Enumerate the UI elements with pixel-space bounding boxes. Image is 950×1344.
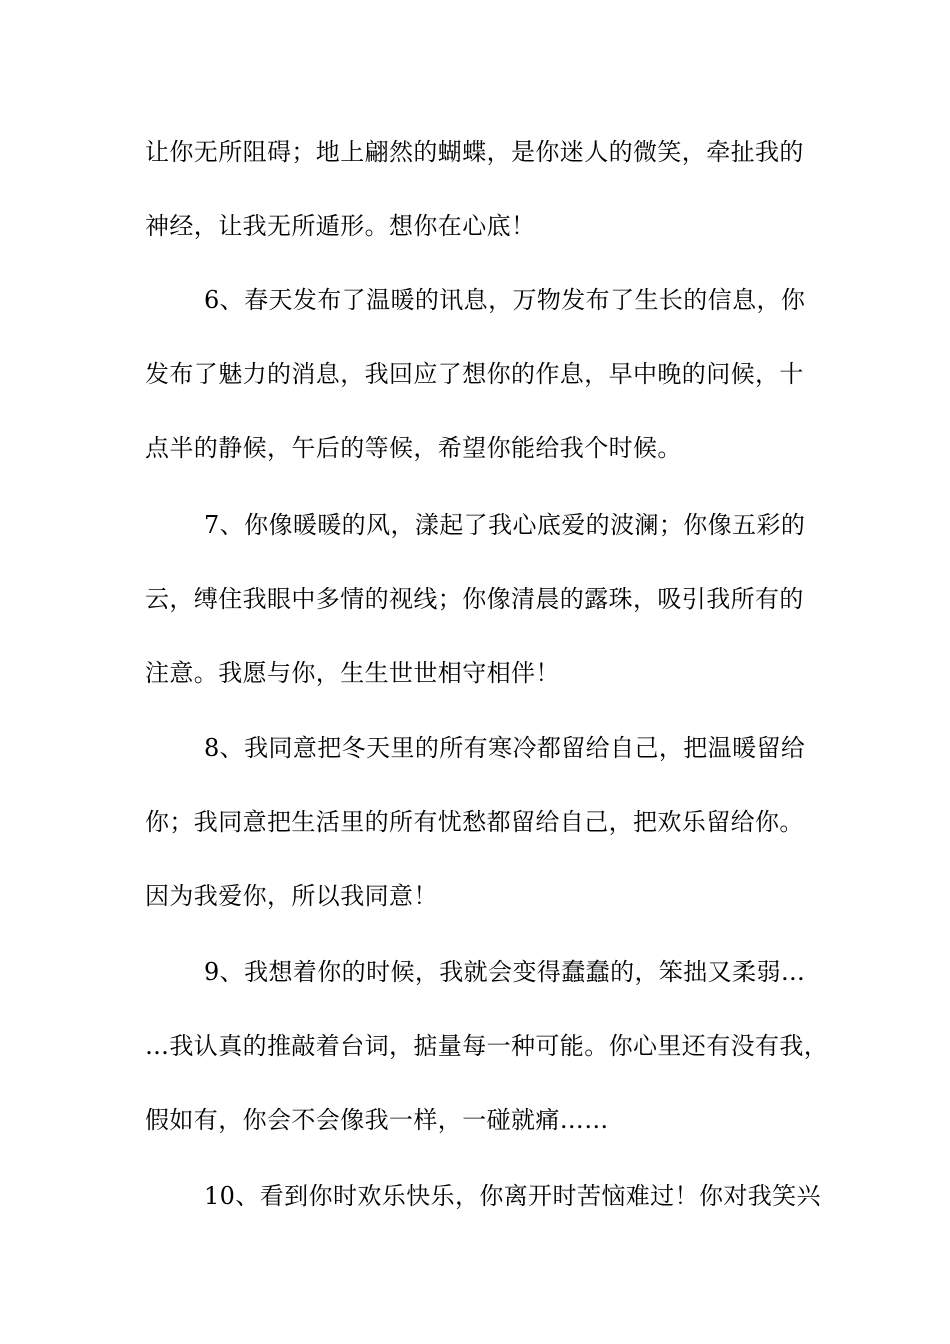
text-line: 因为我爱你，所以我同意！ — [145, 882, 438, 910]
paragraph-8-line: 8、我同意把冬天里的所有寒冷都留给自己，把温暖留给 — [204, 734, 806, 762]
text-line: 你；我同意把生活里的所有忧愁都留给自己，把欢乐留给你。 — [145, 808, 804, 836]
text-line: 神经，让我无所遁形。想你在心底！ — [145, 212, 536, 240]
text-line: 让你无所阻碍；地上翩然的蝴蝶，是你迷人的微笑，牵扯我的 — [145, 138, 804, 166]
paragraph-10-line: 10、看到你时欢乐快乐，你离开时苦恼难过！你对我笑兴 — [204, 1182, 821, 1210]
text-line: 注意。我愿与你，生生世世相守相伴！ — [145, 659, 560, 687]
text-line: …我认真的推敲着台词，掂量每一种可能。你心里还有没有我， — [145, 1032, 829, 1060]
text-line: 假如有，你会不会像我一样，一碰就痛…… — [145, 1106, 609, 1134]
text-line: 发布了魅力的消息，我回应了想你的作息，早中晚的问候，十 — [145, 360, 804, 388]
text-line: 云，缚住我眼中多情的视线；你像清晨的露珠，吸引我所有的 — [145, 585, 804, 613]
paragraph-7-line: 7、你像暖暖的风，漾起了我心底爱的波澜；你像五彩的 — [204, 511, 806, 539]
paragraph-6-line: 6、春天发布了温暖的讯息，万物发布了生长的信息，你 — [204, 286, 806, 314]
paragraph-9-line: 9、我想着你的时候，我就会变得蠢蠢的，笨拙又柔弱… — [204, 958, 806, 986]
text-line: 点半的静候，午后的等候，希望你能给我个时候。 — [145, 434, 682, 462]
